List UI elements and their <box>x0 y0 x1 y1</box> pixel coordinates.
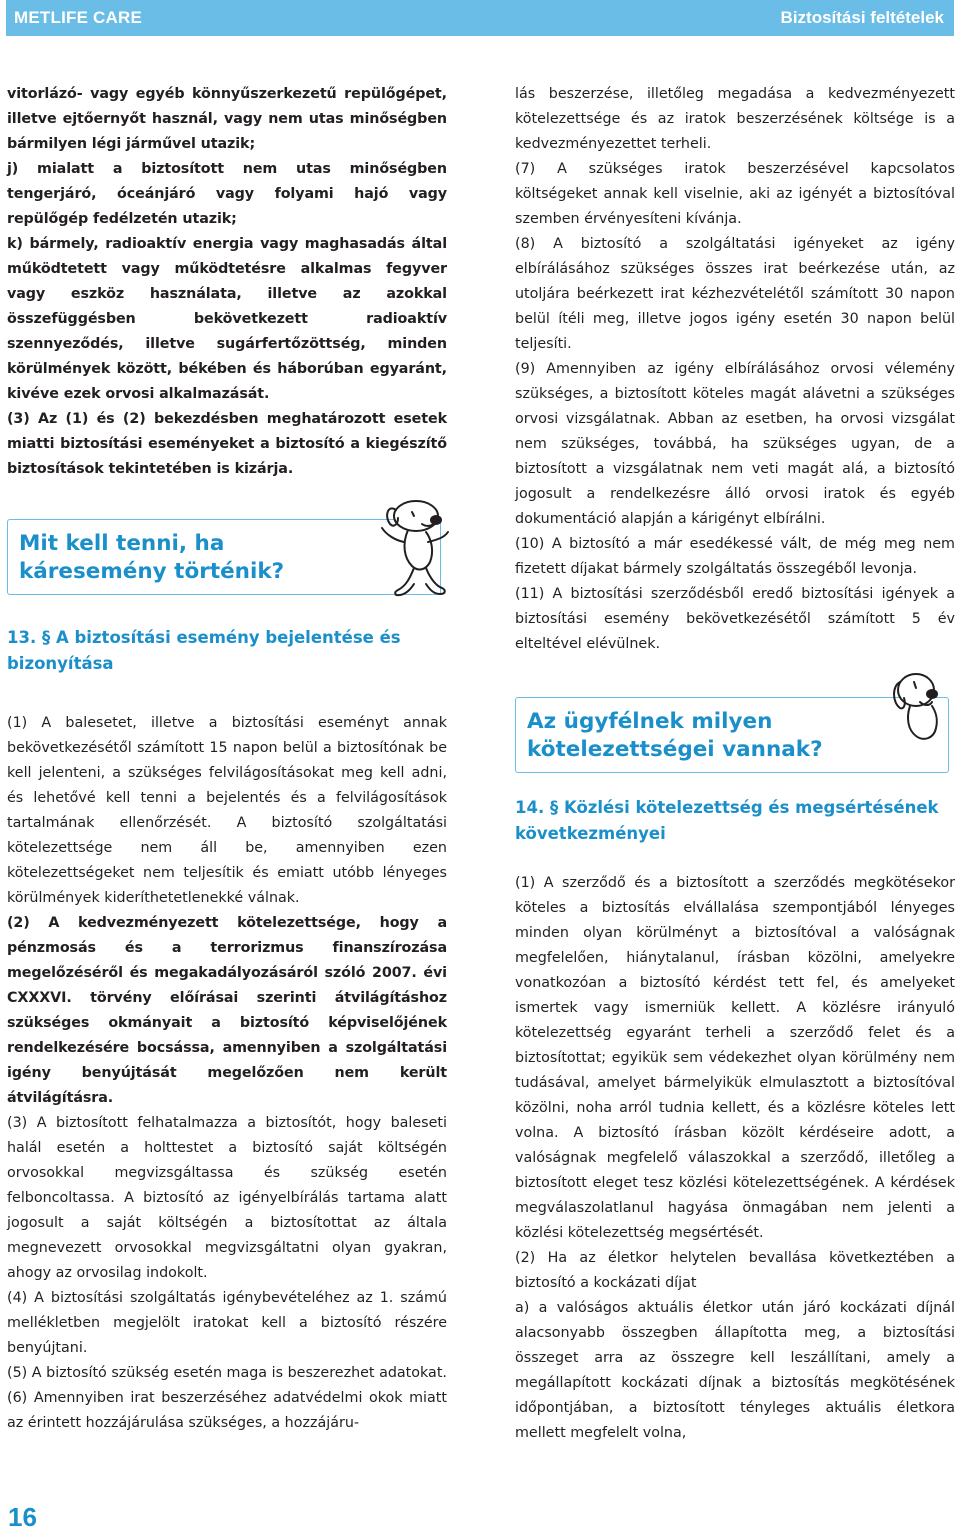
left-paragraph: j) mialatt a biztosított nem utas minőségben tengerjáró, óceánjáró vagy folyami hajó vagy repülőgép fedélzetén utazik; <box>7 161 447 227</box>
left-column <box>7 82 447 1436</box>
right-paragraph: (2) Ha az életkor helytelen bevallása következtében a biztosító a kockázati díjat <box>515 1250 955 1291</box>
left-paragraph: vitorlázó- vagy egyéb könnyűszerkezetű repülőgépet, illetve ejtőernyőt használ, vagy nem utas minőségben bármilyen légi járművel utazik; <box>7 86 447 152</box>
right-paragraph: (10) A biztosító a már esedékessé vált, de még meg nem fizetett díjakat bármely szolgáltatás összegéből levonja. <box>515 536 955 577</box>
section-heading-14: 14. § Közlési kötelezettség és megsértésének következményei <box>515 798 939 843</box>
box-title-line: káresemény történik? <box>19 559 285 584</box>
left-paragraph: (6) Amennyiben irat beszerzéséhez adatvédelmi okok miatt az érintett hozzájárulása szükséges, a hozzájáru- <box>7 1390 447 1431</box>
section-title: Biztosítási feltételek <box>780 8 944 27</box>
box-title <box>527 708 823 764</box>
box-title-line: Az ügyfélnek milyen <box>527 709 773 734</box>
left-paragraph: (3) Az (1) és (2) bekezdésben meghatározott esetek miatti biztosítási eseményeket a biztosító a kiegészítő biztosítások tekintetében is kizárja. <box>7 411 447 477</box>
box-title-line: kötelezettségei vannak? <box>527 737 823 762</box>
left-paragraph: (4) A biztosítási szolgáltatás igénybevételéhez az 1. számú mellékletben megjelölt iratokat kell a biztosító részére benyújtani. <box>7 1290 447 1356</box>
what-to-do-box <box>7 519 441 595</box>
left-paragraph: (5) A biztosító szükség esetén maga is beszerezhet adatokat. <box>7 1365 447 1381</box>
left-paragraph: (3) A biztosított felhatalmazza a biztosítót, hogy baleseti halál esetén a holttestet a biztosító saját költségén orvosokkal megvizsgáltassa és szükség esetén felboncoltassa. A biztosító az igényelbírálás tartama alatt jogosult a saját költségén a biztosítottat az általa megnevezett orvosokkal megvizsgáltatni olyan gyakran, ahogy az orvosilag indokolt. <box>7 1115 447 1281</box>
snoopy-icon <box>886 664 954 744</box>
snoopy-icon <box>376 494 454 598</box>
section-heading-13: 13. § A biztosítási esemény bejelentése és bizonyítása <box>7 628 401 673</box>
right-paragraph: a) a valóságos aktuális életkor után járó kockázati díjnál alacsonyabb összegben állapította meg, a biztosítási összeget arra az összegre kell leszállítani, amely a megállapított kockázati díjnak a biztosítás megkötésének időpontjában, a biztosított tényleges aktuális életkora mellett megfelelt volna, <box>515 1300 955 1441</box>
right-paragraph: (11) A biztosítási szerződésből eredő biztosítási igények a biztosítási esemény bekövetkezésétől számított 5 év elteltével elévülnek. <box>515 586 955 652</box>
left-paragraph: (1) A balesetet, illetve a biztosítási eseményt annak bekövetkezésétől számított 15 napon belül a biztosítónak be kell jelenteni, a szükséges felvilágosításokat meg kell adni, és lehetővé kell tenni a bejelentés és a felvilágosítások tartalmának ellenőrzését. A biztosító szolgáltatási kötelezettsége nem áll be, amennyiben ezen kötelezettségeket nem teljesítik és emiatt utóbb lényeges körülmények kideríthetetlenekké válnak. <box>7 715 447 906</box>
left-paragraph: (2) A kedvezményezett kötelezettsége, hogy a pénzmosás és a terrorizmus finanszírozása megelőzéséről és megakadályozásáról szóló 2007. évi CXXXVI. törvény előírásai szerinti átvilágításhoz szükséges okmányait a biztosító képviselőjének rendelkezésére bocsássa, amennyiben a szolgáltatási igény benyújtását megelőzően nem került átvilágításra. <box>7 915 447 1106</box>
right-paragraph: (1) A szerződő és a biztosított a szerződés megkötésekor köteles a biztosítás elvállalása szempontjából lényeges minden olyan körülményt a biztosítóval a valóságnak megfelelően, hiánytalanul, írásban közölni, amelyekre vonatkozóan a biztosító kérdést tett fel, és amelyeket ismertek vagy ismerniük kellett. A közlésre irányuló kötelezettség egyaránt terheli a szerződő felet és a biztosítottat; egyikük sem védekezhet olyan körülmény nem tudásával, amelyet bármelyikük elmulasztott a biztosítóval közölni, noha arról tudnia kellett, és a közlésre köteles lett volna. A biztosító írásban közölt kérdéseire adott, a valóságnak megfelelő válaszokkal a szerződő, illetőleg a biztosított eleget tesz közlési kötelezettségének. A kérdések megválaszolatlanul hagyása önmagában nem jelenti a közlési kötelezettség megsértését. <box>515 875 955 1241</box>
page-header <box>6 0 954 36</box>
box-title <box>19 530 284 586</box>
right-paragraph: (9) Amennyiben az igény elbírálásához orvosi vélemény szükséges, a biztosított köteles magát alávetni a szükséges orvosi vizsgálatnak. Abban az esetben, ha orvosi vizsgálat nem szükséges, továbbá, ha szükséges ugyan, de a biztosított a vizsgálatnak nem veti magát alá, a biztosító jogosult a rendelkezésre álló orvosi iratok és egyéb dokumentáció alapján a kárigényt elbírálni. <box>515 361 955 527</box>
right-column <box>515 82 955 1446</box>
client-obligations-box <box>515 697 949 773</box>
brand-name: METLIFE CARE <box>14 8 143 27</box>
box-title-line: Mit kell tenni, ha <box>19 531 225 556</box>
page-number: 16 <box>8 1502 37 1532</box>
right-paragraph: lás beszerzése, illetőleg megadása a kedvezményezett kötelezettsége és az iratok beszerzésének költsége is a kedvezményezettet terheli. <box>515 86 955 152</box>
right-paragraph: (7) A szükséges iratok beszerzésével kapcsolatos költségeket annak kell viselnie, aki az igényét a biztosítóval szemben érvényesíteni kívánja. <box>515 161 955 227</box>
left-paragraph: k) bármely, radioaktív energia vagy maghasadás által működtetett vagy működtetésre alkalmas fegyver vagy eszköz használata, illetve az azokkal összefüggésben bekövetkezett radioaktív szennyeződés, illetve sugárfertőzöttség, minden körülmények között, békében és háborúban egyaránt, kivéve ezek orvosi alkalmazását. <box>7 236 447 402</box>
right-paragraph: (8) A biztosító a szolgáltatási igényeket az igény elbírálásához szükséges összes irat beérkezése után, az utoljára beérkezett irat kézhezvételétől számított 30 napon belül ítéli meg, illetve jogos igény esetén 30 napon belül teljesíti. <box>515 236 955 352</box>
